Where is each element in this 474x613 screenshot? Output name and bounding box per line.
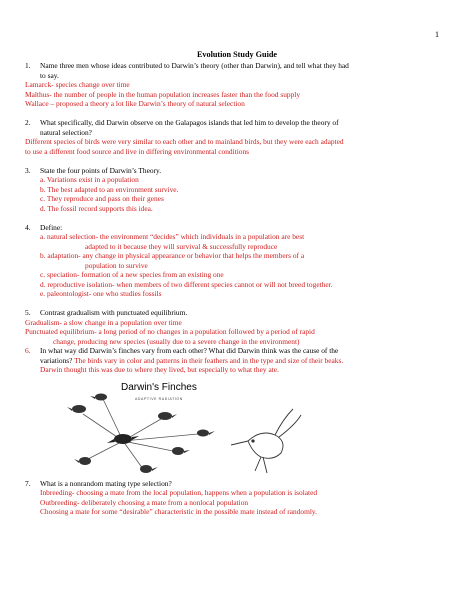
- question-number: 4.: [25, 222, 31, 232]
- figure-title: Darwin's Finches: [121, 381, 197, 393]
- answer-line: Lamarck- species change over time: [25, 80, 130, 89]
- page-title: Evolution Study Guide: [196, 50, 278, 59]
- answer-line: Inbreeding- choosing a mate from the local population, happens when a population is isolated: [40, 488, 318, 497]
- question-1: [25, 61, 445, 80]
- answer-inline: The birds vary in color and patterns in their feathers and in the type and size of their beaks.: [72, 355, 344, 365]
- question-line: to say.: [40, 70, 59, 80]
- question-number: 5.: [25, 308, 31, 317]
- answer-line: Outbreeding- deliberately choosing a mate from a nonlocal population: [40, 497, 249, 507]
- answer-line: Gradualism- a slow change in a population over time: [25, 317, 182, 327]
- answer-line: Punctuated equilibrium- a long period of no changes in a population followed by a period of rapid: [25, 327, 315, 336]
- question-line: Name three men whose ideas contributed to Darwin’s theory (other than Darwin), and tell what they had: [40, 61, 349, 70]
- question-7: [25, 479, 445, 489]
- answer-line: Darwin thought this was due to where they lived, but especially to what they ate.: [40, 365, 279, 374]
- page-number: 1: [435, 30, 439, 39]
- answer-line: Wallace – proposed a theory a lot like Darwin’s theory of natural selection: [25, 99, 245, 108]
- definition-line: population to survive: [85, 260, 148, 270]
- question-5: [25, 308, 445, 318]
- question-line: In what way did Darwin’s finches vary from each other? What did Darwin think was the cause of the: [40, 346, 339, 355]
- question-number: 1.: [25, 61, 31, 70]
- figure-subtitle: ADAPTIVE RADIATION: [135, 396, 183, 401]
- question-number: 7.: [25, 478, 31, 488]
- question-3: [25, 166, 445, 176]
- question-line: What specifically, did Darwin observe on the Galapagos islands that led him to develop the theory of: [40, 118, 339, 127]
- study-guide-body: [25, 61, 445, 517]
- finch-illustration: [43, 379, 303, 479]
- answer-line: a. Variations exist in a population: [40, 175, 139, 184]
- question-text: State the four points of Darwin’s Theory.: [40, 165, 162, 175]
- question-text: Define:: [40, 222, 63, 232]
- question-text: [40, 346, 445, 375]
- answer-line: Malthus- the number of people in the human population increases faster than the food supply: [25, 89, 301, 99]
- question-line: [40, 356, 445, 366]
- definition-line: c. speciation- formation of a new species from an existing one: [40, 270, 224, 279]
- question-text: What is a nonrandom mating type selection?: [40, 478, 172, 488]
- question-line: natural selection?: [40, 127, 92, 137]
- question-4: [25, 223, 445, 233]
- question-line-start: variations?: [40, 355, 73, 365]
- question-number: 3.: [25, 165, 31, 175]
- darwins-finches-figure: [43, 379, 303, 479]
- question-text: [40, 61, 445, 80]
- question-number: 6.: [25, 346, 31, 355]
- definition-line: e. paleontologist- one who studies fossils: [40, 289, 162, 298]
- question-2: [25, 118, 445, 137]
- question-6: [25, 346, 445, 375]
- answer-line: to use a different food source and live in differing environmental conditions: [25, 146, 250, 156]
- answer-line: d. The fossil record supports this idea.: [40, 203, 153, 213]
- answer-line: c. They reproduce and pass on their genes: [40, 194, 164, 203]
- definition-line: d. reproductive isolation- when members of two different species cannot or will not breed together.: [40, 279, 333, 289]
- answer-line: Choosing a mate for some “desirable” characteristic in the possible mate instead of randomly.: [40, 507, 317, 516]
- question-text: Contrast gradualism with punctuated equilibrium.: [40, 308, 188, 317]
- definition-line: b. adaptation- any change in physical appearance or behavior that helps the members of a: [40, 251, 305, 260]
- answer-line: b. The best adapted to an environment survive.: [40, 184, 179, 194]
- question-number: 2.: [25, 118, 31, 127]
- definition-line: adapted to it because they will survival & successfully reproduce: [85, 241, 278, 251]
- definition-line: a. natural selection- the environment “decides” which individuals in a population are best: [40, 232, 305, 241]
- question-text: [40, 118, 445, 137]
- answer-line: Different species of birds were very similar to each other and to mainland birds, but they were each adapted: [25, 137, 344, 146]
- answer-line: change, producing new species (usually due to a severe change in the environment): [53, 336, 300, 346]
